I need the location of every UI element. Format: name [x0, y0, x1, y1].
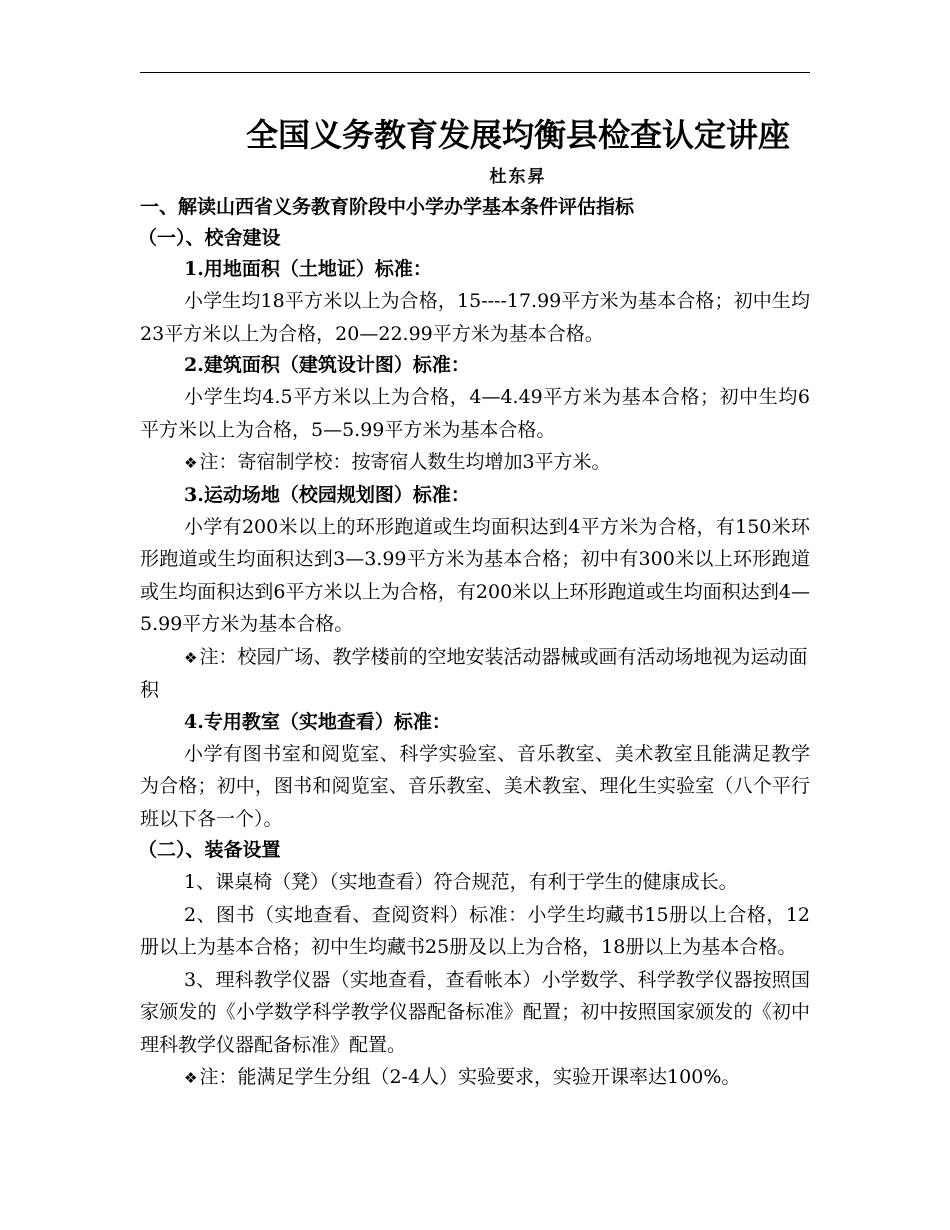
- part-heading-one: （一）、校舍建设: [138, 227, 281, 249]
- diamond-bullet-icon: ❖: [184, 454, 198, 472]
- equip3-note: [140, 1061, 810, 1095]
- part-heading-two: （二）、装备设置: [138, 839, 281, 861]
- item2-text: 小学生均4.5平方米以上为合格，4—4.49平方米为基本合格；初中生均6平方米以上为合格，5—5.99平方米为基本合格。: [140, 386, 810, 441]
- diamond-bullet-icon: ❖: [184, 648, 198, 667]
- item3-note-text: 注：校园广场、教学楼前的空地安装活动器械或画有活动场地视为运动面积: [140, 645, 808, 701]
- item3-heading: 3.运动场地（校园规划图）标准：: [184, 483, 470, 506]
- equip3-text: 3、理科教学仪器（实地查看，查看帐本）小学数学、科学教学仪器按照国家颁发的《小学数学科学教学仪器配备标准》配置；初中按照国家颁发的《初中理科教学仪器配备标准》配置。: [140, 968, 810, 1056]
- document-title: 全国义务教育发展均衡县检查认定讲座: [245, 116, 790, 154]
- item2-heading: 2.建筑面积（建筑设计图）标准：: [184, 354, 470, 376]
- item3-note: [140, 641, 810, 707]
- item4-text: 小学有图书室和阅览室、科学实验室、音乐教室、美术教室且能满足教学为合格；初中，图书和阅览室、音乐教室、美术教室、理化生实验室（八个平行班以下各一个）。: [140, 742, 810, 830]
- item2-note: [140, 446, 810, 480]
- header-rule: [140, 72, 810, 73]
- equip1-text: 1、课桌椅（凳）（实地查看）符合规范，有利于学生的健康成长。: [184, 871, 738, 893]
- equip2-text: 2、图书（实地查看、查阅资料）标准：小学生均藏书15册以上合格，12册以上为基本合格；初中生均藏书25册及以上为合格，18册以上为基本合格。: [140, 903, 810, 958]
- item1-heading: 1.用地面积（土地证）标准：: [184, 258, 432, 280]
- item2-note-text: 注：寄宿制学校：按寄宿人数生均增加3平方米。: [199, 451, 611, 473]
- diamond-bullet-icon: ❖: [184, 1069, 198, 1087]
- item4-heading: 4.专用教室（实地查看）标准：: [184, 710, 451, 733]
- item3-text: 小学有200米以上的环形跑道或生均面积达到4平方米为合格，有150米环形跑道或生均面积达到3—3.99平方米为基本合格；初中有300米以上环形跑道或生均面积达到6平方米以上为合格，有200米以上环形跑道或生均面积达到4—5.99平方米为基本合格。: [140, 515, 810, 635]
- equip3-note-text: 注：能满足学生分组（2-4人）实验要求，实验开课率达100%。: [199, 1066, 741, 1088]
- document-body: [140, 112, 810, 1095]
- section-heading-one: 一、解读山西省义务教育阶段中小学办学基本条件评估指标: [140, 196, 635, 218]
- item1-text: 小学生均18平方米以上为合格，15----17.99平方米为基本合格；初中生均23平方米以上为合格，20—22.99平方米为基本合格。: [140, 290, 810, 345]
- document-author: 杜东昇: [489, 167, 547, 187]
